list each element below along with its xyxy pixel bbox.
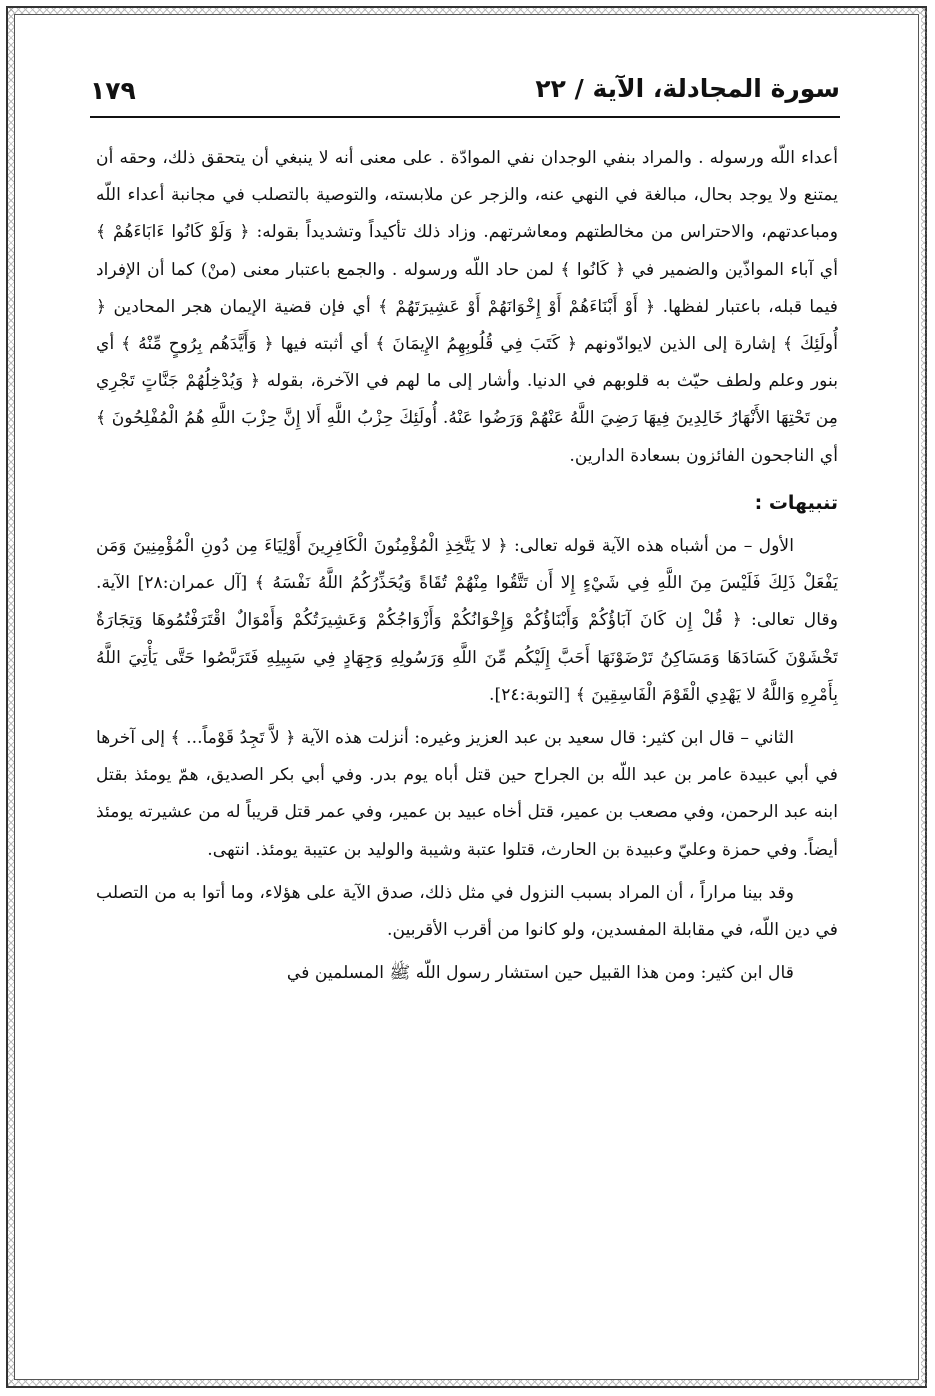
paragraph-3: الثاني – قال ابن كثير: قال سعيد بن عبد العزيز وغيره: أنزلت هذه الآية ﴿ لاَّ تَجِدُ قَوْماً... ﴾ إلى آخرها في أبي عبيدة عامر بن عبد اللّه بن الجراح حين قتل أباه يوم بدر. وفي أبي بكر الصديق، همّ يومئذ بقتل ابنه عبد الرحمن، وفي مصعب بن عمير، قتل أخاه عبيد بن عمير، وفي عمر قتل قريباً له من عشيرته يومئذ أيضاً. وفي حمزة وعليّ وعبيدة بن الحارث، قتلوا عتبة وشيبة والوليد بن عتيبة يومئذ. انتهى. <box>96 728 838 860</box>
paragraph-4: وقد بينا مراراً ، أن المراد بسبب النزول في مثل ذلك، صدق الآية على هؤلاء، وما أتوا به من التصلب في دين اللّه، في مقابلة المفسدين، ولو كانوا من أقرب الأقربين. <box>96 882 838 941</box>
ornamental-border-bottom <box>8 1380 927 1386</box>
running-header <box>90 66 840 118</box>
page-body <box>96 140 838 1370</box>
ornamental-border-left <box>8 8 14 1386</box>
paragraph-2: الأول – من أشباه هذه الآية قوله تعالى: ﴿ لا يَتَّخِذِ الْمُؤْمِنُونَ الْكَافِرِينَ أَوْلِيَاءَ مِن دُونِ الْمُؤْمِنِينَ وَمَن يَفْعَلْ ذَلِكَ فَلَيْسَ مِنَ اللَّهِ فِي شَيْءٍ إِلا أَن تَتَّقُوا مِنْهُمْ تُقَاةً وَيُحَذِّرُكُمُ اللَّهُ نَفْسَهُ ﴾ [آل عمران:٢٨] الآية. وقال تعالى: ﴿ قُلْ إِن كَانَ آبَاؤُكُمْ وَأَبْنَاؤُكُمْ وَإِخْوَانُكُمْ وَأَزْوَاجُكُمْ وَعَشِيرَتُكُمْ وَأَمْوَالٌ اقْتَرَفْتُمُوهَا وَتِجَارَةٌ تَخْشَوْنَ كَسَادَهَا وَمَسَاكِنُ تَرْضَوْنَهَا أَحَبَّ إِلَيْكُم مِّنَ اللَّهِ وَرَسُولِهِ وَجِهَادٍ فِي سَبِيلِهِ فَتَرَبَّصُوا حَتَّى يَأْتِيَ اللَّهُ بِأَمْرِهِ وَاللَّهُ لا يَهْدِي الْقَوْمَ الْفَاسِقِينَ ﴾ [التوبة:٢٤]. <box>96 536 838 705</box>
header-rule <box>90 116 840 118</box>
paragraph-5: قال ابن كثير: ومن هذا القبيل حين استشار رسول اللّه ﷺ المسلمين في <box>286 963 794 984</box>
page-number: ١٧٩ <box>90 76 136 105</box>
paragraph-1: أعداء اللّه ورسوله . والمراد بنفي الوجدان نفي الموادّة . على معنى أنه لا ينبغي أن يتحقق ذلك، وحقه أن يمتنع ولا يوجد بحال، مبالغة في النهي عنه، والزجر عن ملابسته، والتوصية بالتصلب في مجانبة أعداء اللّه ومباعدتهم، والاحتراس من مخالطتهم ومعاشرتهم. وزاد ذلك تأكيداً وتشديداً بقوله: ﴿ وَلَوْ كَانُوا ءَابَاءَهُمْ ﴾ أي آباء المواذّين والضمير في ﴿ كَانُوا ﴾ لمن حاد اللّه ورسوله . والجمع باعتبار معنى (منْ) كما أن الإفراد فيما قبله، باعتبار لفظها. ﴿ أَوْ أَبْنَاءَهُمْ أَوْ إِخْوَانَهُمْ أَوْ عَشِيرَتَهُمْ ﴾ أي فإن قضية الإيمان هجر المحادين ﴿ أُولَئِكَ ﴾ إشارة إلى الذين لايوادّونهم ﴿ كَتَبَ فِي قُلُوبِهِمُ الإِيمَانَ ﴾ أي أثبته فيها ﴿ وَأَيَّدَهُم بِرُوحٍ مِّنْهُ ﴾ أي بنور وعلم ولطف حيّث به قلوبهم في الدنيا. وأشار إلى ما لهم في الآخرة، بقوله ﴿ وَيُدْخِلُهُمْ جَنَّاتٍ تَجْرِي مِن تَحْتِهَا الأَنْهَارُ خَالِدِينَ فِيهَا رَضِيَ اللَّهُ عَنْهُمْ وَرَضُوا عَنْهُ. أُولَئِكَ حِزْبُ اللَّهِ أَلا إِنَّ حِزْبَ اللَّهِ هُمُ الْمُفْلِحُونَ ﴾ أي الناجحون الفائزون بسعادة الدارين. <box>96 148 838 466</box>
running-title: سورة المجادلة، الآية / ٢٢ <box>535 74 840 103</box>
section-heading: تنبيهات : <box>754 491 838 514</box>
ornamental-border-right <box>921 8 927 1386</box>
ornamental-border-top <box>8 8 927 14</box>
